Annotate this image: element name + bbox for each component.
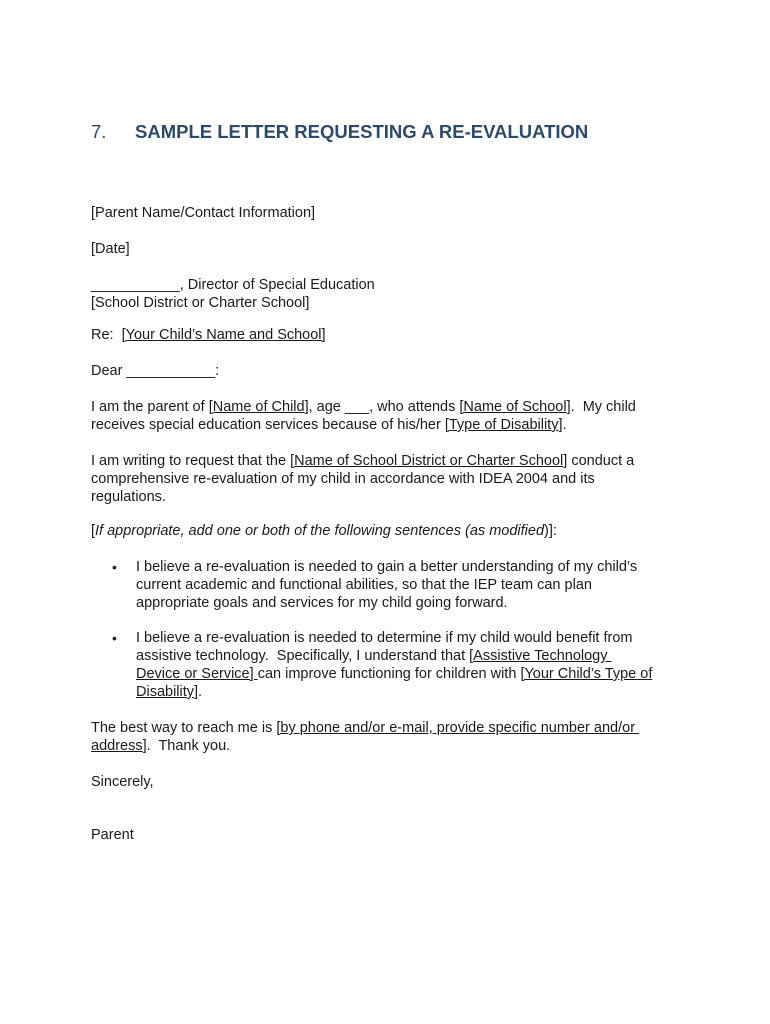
text-run: assistive technology. Specifically, I understand that	[136, 648, 470, 664]
section-number: 7.	[91, 121, 107, 142]
date-line: [Date]	[91, 241, 130, 257]
paragraph-1-line-1	[91, 398, 691, 416]
section-title: SAMPLE LETTER REQUESTING A RE-EVALUATION	[135, 121, 589, 142]
section-heading	[91, 121, 588, 143]
placeholder-contact-method: [by phone and/or e-mail, provide specific number and/or	[276, 720, 640, 736]
placeholder-type-of-disability: [Type of Disability	[444, 417, 559, 433]
addressee-line-2: [School District or Charter School]	[91, 295, 310, 311]
text-run: ]. My child	[566, 399, 636, 415]
paragraph-2-line-2: comprehensive re-evaluation of my child in accordance with IDEA 2004 and its	[91, 471, 595, 487]
bullet-1-line-1: I believe a re-evaluation is needed to gain a better understanding of my child’s	[136, 559, 638, 575]
text-run: I am the parent of	[91, 399, 209, 415]
bullet-2-line-1: I believe a re-evaluation is needed to determine if my child would benefit from	[136, 630, 633, 646]
paragraph-4-line-2	[91, 737, 691, 755]
re-line	[91, 326, 691, 344]
signature: Parent	[91, 827, 134, 843]
paragraph-2-line-3: regulations.	[91, 489, 166, 505]
parent-contact-line: [Parent Name/Contact Information]	[91, 205, 316, 221]
paragraph-4-line-1	[91, 719, 691, 737]
closing: Sincerely,	[91, 774, 154, 790]
placeholder-address: address	[91, 738, 143, 754]
text-run: receives special education services because of his/her	[91, 417, 445, 433]
paragraph-1-line-2	[91, 416, 691, 434]
placeholder-name-of-child: [Name of Child	[208, 399, 305, 415]
placeholder-device-or-service: Device or Service]	[136, 666, 258, 682]
text-run: ].	[558, 417, 567, 433]
bullet-2-line-2	[136, 647, 696, 665]
placeholder-child-type-of: [Your Child’s Type of	[520, 666, 653, 682]
paragraph-4	[91, 719, 691, 755]
placeholder-disability: Disability	[136, 684, 195, 700]
text-run: ], age ___, who attends	[304, 399, 460, 415]
bullet-1-text	[136, 558, 696, 612]
bullet-2-marker: •	[112, 630, 117, 646]
italic-instruction: If appropriate, add one or both of the following sentences (as modified	[95, 523, 545, 539]
addressee-block	[91, 276, 691, 312]
paragraph-2-line-1	[91, 452, 691, 470]
text-run: I am writing to request that the	[91, 453, 291, 469]
placeholder-name-of-school: [Name of School	[459, 399, 567, 415]
text-run: [	[91, 523, 96, 539]
bullet-1-line-2: current academic and functional abilities, so that the IEP team can plan	[136, 577, 592, 593]
bullet-1-line-3: appropriate goals and services for my child going forward.	[136, 595, 508, 611]
addressee-line-1: ___________, Director of Special Education	[91, 277, 375, 293]
text-run: ].	[194, 684, 203, 700]
text-run: ]. Thank you.	[142, 738, 231, 754]
bullet-2-line-3	[136, 665, 696, 683]
paragraph-3	[91, 522, 691, 540]
bullet-2-text	[136, 629, 696, 701]
text-run: The best way to reach me is	[91, 720, 277, 736]
bullet-2-line-4	[136, 683, 696, 701]
text-run: ] conduct a	[563, 453, 635, 469]
paragraph-2	[91, 452, 691, 506]
salutation: Dear ___________:	[91, 363, 220, 379]
placeholder-assistive-technology: [Assistive Technology	[469, 648, 612, 664]
re-prefix: Re:	[91, 327, 122, 343]
text-run: )]:	[544, 523, 557, 539]
text-run: can improve functioning for children with	[257, 666, 521, 682]
paragraph-1	[91, 398, 691, 434]
re-value: [Your Child’s Name and School]	[121, 327, 326, 343]
placeholder-school-district: [Name of School District or Charter School	[290, 453, 564, 469]
bullet-1-marker: •	[112, 559, 117, 575]
